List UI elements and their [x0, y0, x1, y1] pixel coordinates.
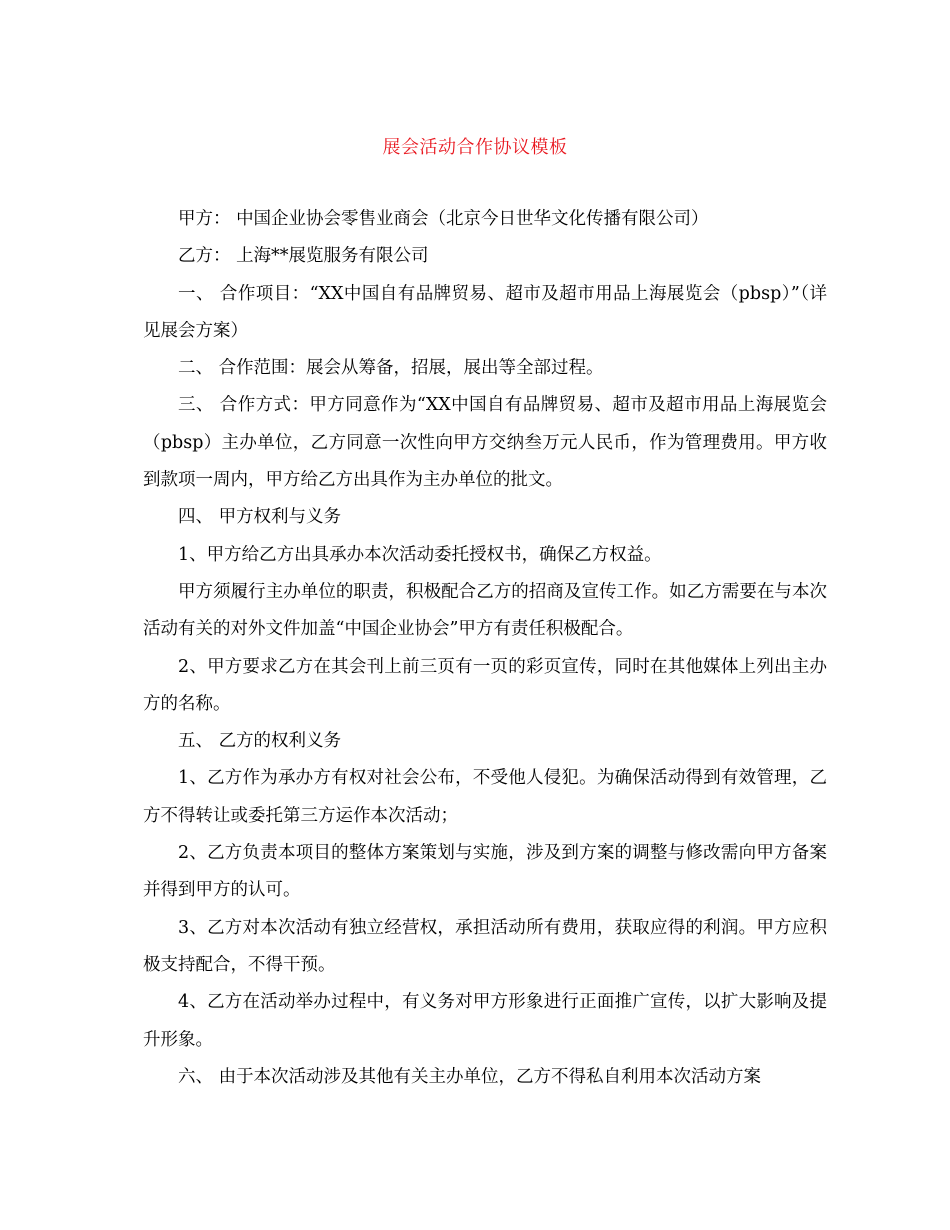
paragraph-section-5-item-4: 4、乙方在活动举办过程中，有义务对甲方形象进行正面推广宣传，以扩大影响及提升形象。	[143, 992, 827, 1050]
paragraph-section-5-item-1: 1、乙方作为承办方有权对社会公布，不受他人侵犯。为确保活动得到有效管理，乙方不得转让或委托第三方运作本次活动；	[143, 768, 827, 826]
paragraph-section-2: 二、 合作范围：展会从筹备，招展，展出等全部过程。	[178, 358, 604, 379]
paragraph-section-5-item-2: 2、乙方负责本项目的整体方案策划与实施，涉及到方案的调整与修改需向甲方备案并得到甲方的认可。	[143, 843, 827, 901]
paragraph-section-4-item-2: 2、甲方要求乙方在其会刊上前三页有一页的彩页宣传，同时在其他媒体上列出主办方的名称。	[143, 656, 827, 714]
paragraph-party-a: 甲方： 中国企业协会零售业商会（北京今日世华文化传播有限公司）	[178, 209, 709, 229]
document-body	[143, 201, 827, 1096]
paragraph-section-5-item-3: 3、乙方对本次活动有独立经营权，承担活动所有费用，获取应得的利润。甲方应积极支持配合，不得干预。	[143, 917, 827, 975]
paragraph-section-4-item-1: 1、甲方给乙方出具承办本次活动委托授权书，确保乙方权益。	[178, 544, 662, 565]
document-title: 展会活动合作协议模板	[382, 137, 568, 158]
paragraph-section-1: 一、 合作项目：“XX中国自有品牌贸易、超市及超市用品上海展览会（pbsp）”（详见展会方案）	[143, 283, 827, 341]
paragraph-section-6: 六、 由于本次活动涉及其他有关主办单位，乙方不得私自利用本次活动方案	[178, 1066, 762, 1087]
paragraph-section-4-heading: 四、 甲方权利与义务	[178, 507, 342, 528]
paragraph-party-b: 乙方： 上海**展览服务有限公司	[178, 246, 429, 267]
paragraph-section-4-text: 甲方须履行主办单位的职责，积极配合乙方的招商及宣传工作。如乙方需要在与本次活动有关的对外文件加盖“中国企业协会”甲方有责任积极配合。	[143, 581, 827, 640]
paragraph-section-5-heading: 五、 乙方的权利义务	[178, 731, 342, 752]
paragraph-section-3: 三、 合作方式：甲方同意作为“XX中国自有品牌贸易、超市及超市用品上海展览会（pbsp）主办单位，乙方同意一次性向甲方交纳叁万元人民币，作为管理费用。甲方收到款项一周内，甲方给乙方出具作为主办单位的批文。	[143, 395, 827, 491]
